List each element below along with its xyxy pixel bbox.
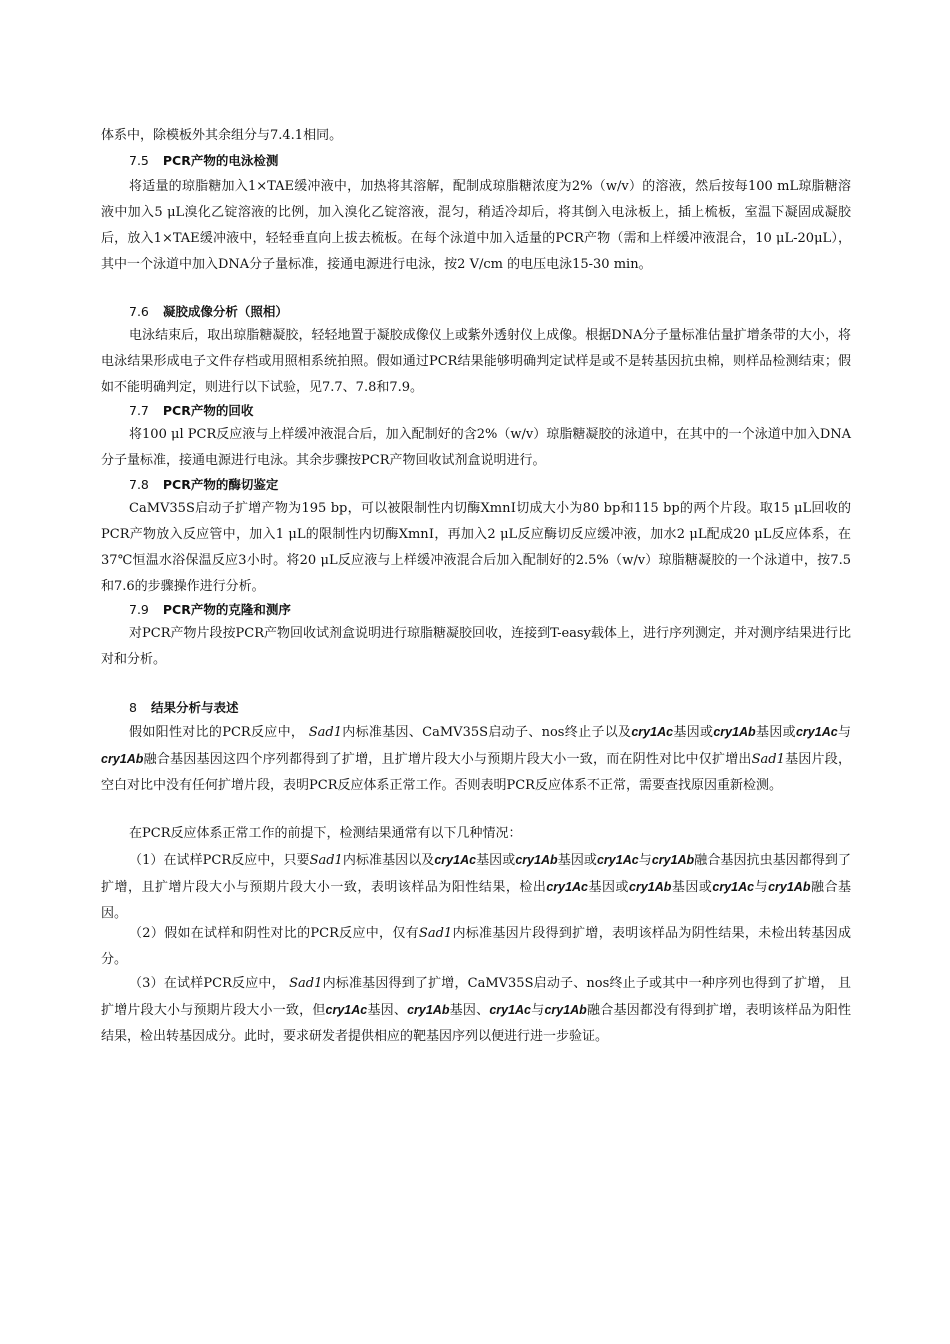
gene-name: cry1Ac <box>546 880 589 894</box>
gene-name: cry1Ab <box>544 1003 587 1017</box>
gene-name: cry1Ab <box>629 880 672 894</box>
gene-name: cry1Ac <box>596 853 639 867</box>
text-run: 内标准基因片段得到扩增，表明该样品为阴性结果，未检出转基因成分。 <box>101 926 851 967</box>
paragraph-intro-continuation <box>101 123 851 149</box>
text-run: （1）在试样PCR反应中，只要 <box>129 853 310 868</box>
gene-name: Sad1 <box>289 976 323 991</box>
gene-name: cry1Ac <box>325 1003 368 1017</box>
paragraph-text <box>101 847 851 927</box>
section-title: 凝胶成像分析（照相） <box>162 304 288 319</box>
gene-name: cry1Ac <box>434 853 477 867</box>
paragraph-text <box>101 719 851 799</box>
paragraph-text <box>101 971 851 1050</box>
gene-name: Sad1 <box>309 853 343 868</box>
section-title: PCR产物的回收 <box>162 403 254 418</box>
text-run: 与 <box>531 1003 545 1018</box>
paragraph-text: 在PCR反应体系正常工作的前提下，检测结果通常有以下几种情况： <box>129 826 522 841</box>
text-run: 基因或 <box>755 725 796 740</box>
section-number: 7.5 <box>129 153 149 168</box>
section-number: 7.8 <box>129 477 149 492</box>
gene-name: cry1Ac <box>795 725 838 739</box>
text-run: （3）在试样PCR反应中， <box>129 976 285 991</box>
section-title: PCR产物的酶切鉴定 <box>162 477 279 492</box>
text-run: 假如阳性对比的PCR反应中， <box>129 725 305 740</box>
gene-name: Sad1 <box>751 752 785 767</box>
gene-name: cry1Ab <box>651 853 695 867</box>
text-run: 基因或 <box>588 880 629 895</box>
text-run: 融合基因基因这四个序列都得到了扩增，且扩增片段大小与预期片段大小一致，而在阴性对比中仅扩增出 <box>143 752 752 767</box>
paragraph-8-a <box>101 719 851 799</box>
section-title: 结果分析与表述 <box>150 700 239 715</box>
paragraph-8-e <box>101 971 851 1050</box>
gene-name: cry1Ac <box>631 725 674 739</box>
section-number: 8 <box>129 700 137 715</box>
heading-8 <box>101 695 851 721</box>
paragraph-text <box>101 921 851 973</box>
text-run: 内标准基因得到了扩增，CaMV35S启动子、nos终止子或其中一种序列也得到了扩增， <box>322 976 834 991</box>
gene-name: cry1Ab <box>768 880 811 894</box>
text-run: 基因或 <box>557 853 597 868</box>
gene-name: cry1Ac <box>489 1003 532 1017</box>
gene-name: Sad1 <box>418 926 453 941</box>
text-run: 基因或 <box>671 880 713 895</box>
paragraph-text: 对PCR产物片段按PCR产物回收试剂盒说明进行琼脂糖凝胶回收，连接到T-easy载体上，进行序列测定，并对测序结果进行比对和分析。 <box>101 626 851 667</box>
paragraph-text: 将100 μl PCR反应液与上样缓冲液混合后，加入配制好的含2%（w/v）琼脂糖凝胶的泳道中，在其中的一个泳道中加入DNA分子量标准，接通电源进行电泳。其余步骤按PCR产物回收试剂盒说明进行。 <box>101 427 851 468</box>
gene-name: Sad1 <box>308 725 342 740</box>
paragraph-8-d <box>101 921 851 973</box>
text-run: （2）假如在试样和阴性对比的PCR反应中，仅有 <box>129 926 419 941</box>
heading-7-9 <box>101 597 851 623</box>
paragraph-text: 电泳结束后，取出琼脂糖凝胶，轻轻地置于凝胶成像仪上或紫外透射仪上成像。根据DNA分子量标准估量扩增条带的大小，将电泳结果形成电子文件存档或用照相系统拍照。假如通过PCR结果能够明确判定试样是或不是转基因抗虫棉，则样品检测结束；假如不能明确判定，则进行以下试验，见7.7、7.8和7.9。 <box>101 328 851 395</box>
paragraph-7-7 <box>101 422 851 474</box>
text-run: 基因片段，空白对比中没有任何扩增片段，表明PCR反应体系正常工作。否则表明PCR反应体系不正常，需要查找原因重新检测。 <box>101 752 851 793</box>
text-run: 且扩增片段大小与预期片段大小一致，但 <box>101 976 851 1018</box>
text-run: 基因、 <box>449 1003 490 1018</box>
text-run: 基因、 <box>367 1003 408 1018</box>
gene-name: cry1Ab <box>101 752 144 766</box>
paragraph-8-b <box>101 821 851 847</box>
text-run: 内标准基因以及 <box>342 853 435 868</box>
paragraph-text: 将适量的琼脂糖加入1×TAE缓冲液中，加热将其溶解，配制成琼脂糖浓度为2%（w/v）的溶液，然后按每100 mL琼脂糖溶液中加入5 μL溴化乙锭溶液的比例，加入溴化乙锭溶液，混匀，稍适冷却后，将其倒入电泳板上，插上梳板，室温下凝固成凝胶后，放入1×TAE缓冲液中，轻轻垂直向上拔去梳板。在每个泳道中加入适量的PCR产物（需和上样缓冲液混合，10 μL-20μL），其中一个泳道中加入DNA分子量标准，接通电源进行电泳，按2 V/cm 的电压电泳15-30 min。 <box>101 179 851 272</box>
section-title: PCR产物的电泳检测 <box>162 153 279 168</box>
text-run: 融合基因抗虫基因都得到了扩增，且扩增片段大小与预期片段大小一致，表明该样品为阳性结果，检出 <box>101 853 851 895</box>
heading-7-5 <box>101 148 851 174</box>
section-number: 7.7 <box>129 403 149 418</box>
gene-name: cry1Ab <box>407 1003 450 1017</box>
paragraph-text: CaMV35S启动子扩增产物为195 bp，可以被限制性内切酶XmnⅠ切成大小为80 bp和115 bp的两个片段。取15 μL回收的PCR产物放入反应管中，加入1 μL的限制性内切酶XmnⅠ，再加入2 μL反应酶切反应缓冲液，加水2 μL配成20 μL反应体系，在37℃恒温水浴保温反应3小时。将20 μL反应液与上样缓冲液混合后加入配制好的2.5%（w/v）琼脂糖凝胶的一个泳道中，按7.5和7.6的步骤操作进行分析。 <box>101 501 851 594</box>
section-number: 7.6 <box>129 304 149 319</box>
paragraph-8-c <box>101 847 851 927</box>
paragraph-7-6 <box>101 323 851 401</box>
heading-7-8 <box>101 472 851 498</box>
text-run: 融合基因。 <box>101 880 851 921</box>
paragraph-7-5 <box>101 174 851 278</box>
paragraph-7-8 <box>101 496 851 600</box>
text-run: 基因或 <box>673 725 714 740</box>
heading-7-7 <box>101 398 851 424</box>
text-run: 与 <box>638 853 652 868</box>
text-run: 基因或 <box>476 853 516 868</box>
section-number: 7.9 <box>129 602 149 617</box>
gene-name: cry1Ab <box>713 725 756 739</box>
gene-name: cry1Ab <box>515 853 558 867</box>
text-run: 融合基因都没有得到扩增，表明该样品为阳性结果，检出转基因成分。此时，要求研发者提供相应的靶基因序列以便进行进一步验证。 <box>101 1003 851 1044</box>
heading-7-6 <box>101 299 851 325</box>
section-title: PCR产物的克隆和测序 <box>162 602 291 617</box>
paragraph-7-9 <box>101 621 851 673</box>
paragraph-text: 体系中，除模板外其余组分与7.4.1相同。 <box>101 128 343 143</box>
gene-name: cry1Ac <box>712 880 755 894</box>
text-run: 与 <box>837 725 851 740</box>
text-run: 内标准基因、CaMV35S启动子、nos终止子以及 <box>341 725 632 740</box>
text-run: 与 <box>754 880 769 895</box>
